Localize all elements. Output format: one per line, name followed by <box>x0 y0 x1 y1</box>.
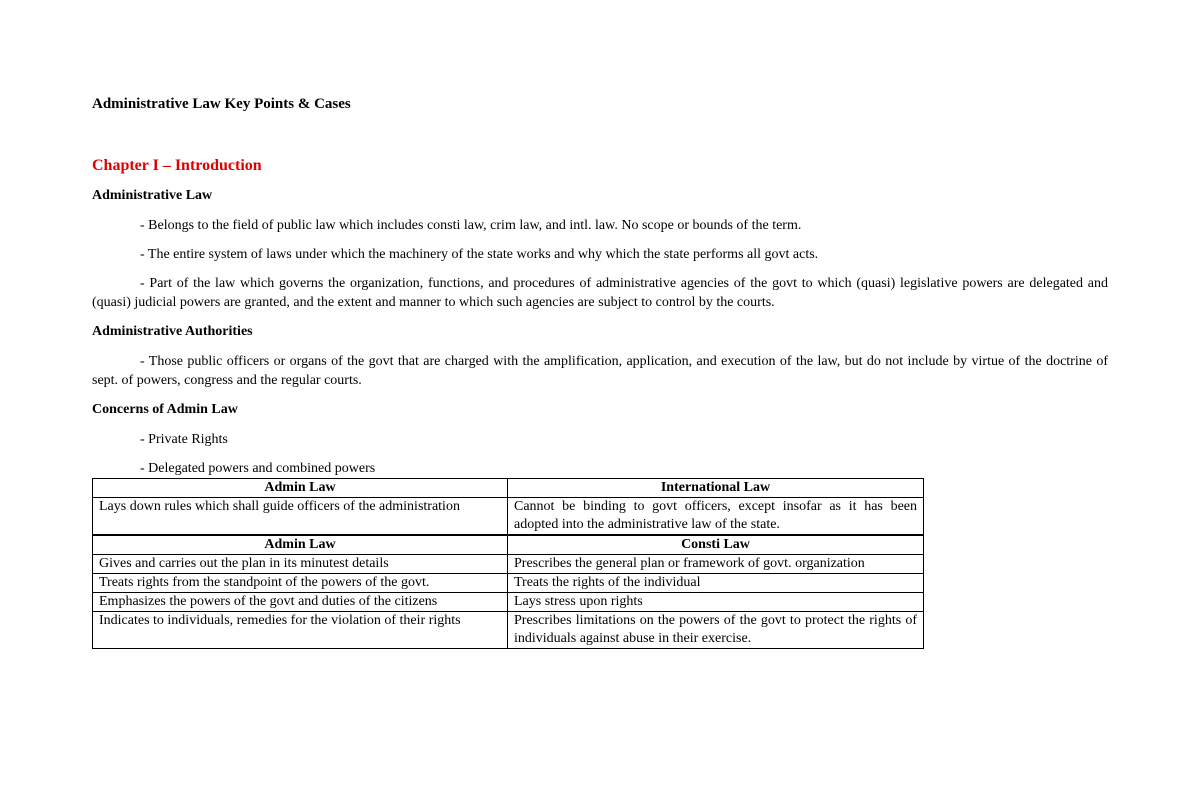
section-heading-admin-law: Administrative Law <box>92 188 213 203</box>
chapter-heading: Chapter I – Introduction <box>92 157 262 174</box>
comparison-table-consti <box>92 535 924 649</box>
table-cell: Emphasizes the powers of the govt and duties of the citizens <box>93 593 508 612</box>
table-header-row <box>93 536 924 555</box>
table-row <box>93 612 924 649</box>
table-cell: Treats the rights of the individual <box>508 574 924 593</box>
table-cell: Treats rights from the standpoint of the powers of the govt. <box>93 574 508 593</box>
section-heading-concerns: Concerns of Admin Law <box>92 402 238 417</box>
concerns-list-item: - Delegated powers and combined powers <box>140 461 376 476</box>
table-row <box>93 574 924 593</box>
table-header-cell: Admin Law <box>93 536 508 555</box>
admin-law-point: - Belongs to the field of public law which includes consti law, crim law, and intl. law. No scope or bounds of the term. <box>140 218 802 233</box>
table-cell: Prescribes the general plan or framework of govt. organization <box>508 555 924 574</box>
table-header-row <box>93 479 924 498</box>
table-header-cell: International Law <box>508 479 924 498</box>
concerns-list-item: - Private Rights <box>140 432 228 447</box>
document-page <box>92 94 1108 649</box>
table-cell: Indicates to individuals, remedies for the violation of their rights <box>93 612 508 649</box>
table-row <box>93 593 924 612</box>
comparison-table-international <box>92 478 924 535</box>
section-heading-admin-authorities: Administrative Authorities <box>92 324 253 339</box>
table-row <box>93 555 924 574</box>
table-header-cell: Consti Law <box>508 536 924 555</box>
table-cell: Lays stress upon rights <box>508 593 924 612</box>
admin-law-point: - Part of the law which governs the organization, functions, and procedures of administrative agencies of the govt to which (quasi) legislative powers are delegated and (quasi) judicial powers are granted, and the extent and manner to which such agencies are subject to control by the courts. <box>92 276 1108 310</box>
admin-law-point: - The entire system of laws under which the machinery of the state works and why which the state performs all govt acts. <box>140 247 819 262</box>
admin-authorities-point: - Those public officers or organs of the govt that are charged with the amplification, application, and execution of the law, but do not include by virtue of the doctrine of sept. of powers, congress and the regular courts. <box>92 354 1108 388</box>
document-title: Administrative Law Key Points & Cases <box>92 96 351 112</box>
table-header-cell: Admin Law <box>93 479 508 498</box>
table-cell: Lays down rules which shall guide officers of the administration <box>93 498 508 535</box>
table-cell: Gives and carries out the plan in its minutest details <box>93 555 508 574</box>
table-cell: Prescribes limitations on the powers of the govt to protect the rights of individuals against abuse in their exercise. <box>508 612 924 649</box>
table-cell: Cannot be binding to govt officers, except insofar as it has been adopted into the administrative law of the state. <box>508 498 924 535</box>
table-row <box>93 498 924 535</box>
